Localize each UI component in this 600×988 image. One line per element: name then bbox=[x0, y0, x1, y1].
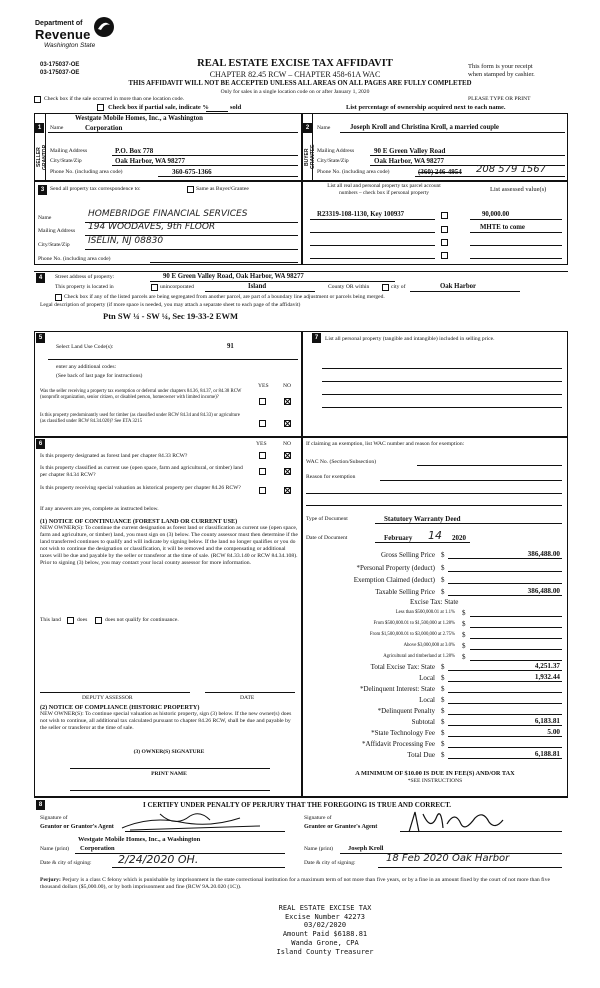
exemption-label: If claiming an exemption, list WAC number and reason for exemption: bbox=[306, 441, 465, 447]
grantee-date-label: Date & city of signing: bbox=[304, 860, 356, 866]
buyer-city[interactable]: Oak Harbor, WA 98277 bbox=[374, 157, 445, 165]
form-note: Only for sales in a single location code on or after January 1, 2020 bbox=[220, 89, 370, 95]
parcel-2-personal-checkbox[interactable] bbox=[441, 226, 448, 233]
historic-yes[interactable] bbox=[259, 487, 266, 494]
personal-property-number: 7 bbox=[312, 333, 321, 343]
parcel-3-personal-checkbox[interactable] bbox=[441, 239, 448, 246]
partial-sale-suffix: sold bbox=[230, 104, 242, 111]
seller-name-line2[interactable]: Corporation bbox=[85, 124, 123, 132]
stamp-line2: Excise Number 42273 bbox=[284, 912, 366, 921]
tier-2: From $500,000.01 to $1,500,000 at 1.28% bbox=[373, 621, 455, 626]
county-name[interactable]: Island bbox=[248, 283, 267, 290]
grantee-name[interactable]: Joseph Kroll bbox=[348, 845, 384, 852]
doc-date-month[interactable]: February bbox=[384, 534, 413, 542]
logo-swirl-icon bbox=[93, 16, 115, 38]
form-code-2: 03-175037-OE bbox=[40, 70, 80, 76]
personal-deduct-label: *Personal Property (deduct) bbox=[356, 564, 435, 572]
seller-phone[interactable]: 360-675-1366 bbox=[172, 168, 212, 176]
city-of-label: city of bbox=[391, 284, 406, 290]
land-use-q1: Was the seller receiving a property tax exemption or deferral under chapters 84.36, 84.37, or 84.38 RCW (nonprofit organization, senior citizen, or disabled person, homeowner with limited income)? bbox=[40, 389, 242, 400]
exemption-dollar: $ bbox=[441, 576, 445, 584]
tax-city-label: City/State/Zip bbox=[38, 242, 70, 248]
same-as-buyer-label: Same as Buyer/Grantee bbox=[196, 186, 249, 192]
grantor-date[interactable]: 2/24/2020 OH. bbox=[118, 853, 199, 866]
city-name[interactable]: Oak Harbor bbox=[440, 283, 477, 290]
tier-3-dollar: $ bbox=[462, 631, 466, 639]
tax-mailing[interactable]: 194 WOODAVES, 9th FLOOR bbox=[88, 222, 216, 232]
wac-label: WAC No. (Section/Subsection) bbox=[306, 459, 377, 465]
grantee-sig-label-2: Grantee or Grantee's Agent bbox=[304, 823, 378, 830]
seller-mailing-label: Mailing Address bbox=[50, 148, 88, 154]
section-six-no-label: NO bbox=[283, 441, 292, 447]
section-six-q2: Is this property classified as current use (open space, farm and agricultural, or timber) land per chapter 84.34 RCW? bbox=[40, 465, 243, 478]
subtotal-value[interactable]: 6,183.81 bbox=[534, 717, 560, 725]
street-label: Street address of property: bbox=[55, 274, 115, 280]
notice2-body: NEW OWNER(S): To continue special valuation as historic property, sign (3) below. If the new owner(s) does not wish to continue, all additional tax calculated pursuant to chapter 84.26 RCW, shall be due and payable by the seller or transferor at the time of sale. bbox=[40, 711, 292, 731]
perjury-note bbox=[40, 877, 562, 891]
land-does-label: does bbox=[77, 617, 88, 623]
delinq-penalty-label: *Delinquent Penalty bbox=[377, 707, 435, 715]
tech-fee-label: *State Technology Fee bbox=[371, 729, 435, 737]
personal-dollar: $ bbox=[441, 564, 445, 572]
total-state-label: Total Excise Tax: State bbox=[370, 663, 435, 671]
stamp-line5: Wanda Grone, CPA bbox=[291, 938, 359, 947]
seller-name-label: Name bbox=[50, 125, 64, 131]
tax-phone-label: Phone No. (including area code) bbox=[38, 256, 111, 262]
land-use-yes-label: YES bbox=[258, 383, 269, 389]
located-in-label: This property is located in bbox=[55, 284, 114, 290]
personal-property-label: List all personal property (tangible and intangible) included in selling price. bbox=[325, 336, 495, 342]
tier-1: Less than $500,000.01 at 1.1% bbox=[395, 610, 455, 615]
grantee-name-label: Name (print) bbox=[304, 846, 334, 852]
seller-city[interactable]: Oak Harbor, WA 98277 bbox=[115, 157, 186, 165]
land-use-label: Select Land Use Code(s): bbox=[56, 344, 114, 350]
land-does-not-label: does not qualify for continuance. bbox=[105, 617, 179, 623]
parcel-1[interactable]: R23319-108-1130, Key 100937 bbox=[317, 211, 405, 218]
perjury-text: Perjury is a class C felony which is punishable by imprisonment in the state correctional institution for a maximum term of not more than five years, or by a fine in an amount fixed by the court of not more than five thousand dollars ($5,000.00), or by both imprisonment and fine (RCW 9A.20.020 (1C)). bbox=[40, 877, 551, 890]
total-due-dollar: $ bbox=[441, 751, 445, 759]
unincorporated-label: unincorporated bbox=[160, 284, 194, 290]
assessed-header: List assessed value(s) bbox=[490, 186, 547, 193]
forest-land-yes[interactable] bbox=[259, 452, 266, 459]
tier-4: Above $3,000,000 at 3.0% bbox=[403, 643, 455, 648]
tax-city[interactable]: ISELIN, NJ 08830 bbox=[88, 236, 164, 246]
seller-section-number: 1 bbox=[35, 123, 44, 133]
subtotal-label: Subtotal bbox=[411, 718, 435, 726]
owner-signature-label: (3) OWNER(S) SIGNATURE bbox=[133, 749, 205, 755]
section-six-number: 6 bbox=[36, 439, 45, 449]
tax-correspondence-label: Send all property tax correspondence to: bbox=[50, 186, 141, 192]
buyer-mailing[interactable]: 90 E Green Valley Road bbox=[374, 147, 446, 155]
form-subtitle: CHAPTER 82.45 RCW – CHAPTER 458-61A WAC bbox=[209, 70, 381, 79]
land-use-number: 5 bbox=[36, 333, 45, 343]
taxable-dollar: $ bbox=[441, 588, 445, 596]
delinq-interest-label: *Delinquent Interest: State bbox=[359, 685, 435, 693]
tier-5-dollar: $ bbox=[462, 653, 466, 661]
seller-side-label: SELLER GRANTOR bbox=[36, 144, 48, 170]
deputy-assessor-label: DEPUTY ASSESSOR bbox=[82, 695, 133, 701]
segregated-checkbox[interactable] bbox=[55, 294, 62, 301]
receipt-note-2: when stamped by cashier. bbox=[468, 71, 535, 78]
print-name-label: PRINT NAME bbox=[151, 771, 187, 777]
deputy-date-label: DATE bbox=[240, 695, 255, 701]
current-use-no[interactable] bbox=[284, 468, 291, 475]
stamp-line3: 03/02/2020 bbox=[303, 921, 347, 930]
assessed-2[interactable]: MHTE to come bbox=[480, 224, 525, 231]
form-warning: THIS AFFIDAVIT WILL NOT BE ACCEPTED UNLESS ALL AREAS ON ALL PAGES ARE FULLY COMPLETED bbox=[128, 80, 472, 87]
tax-mailing-label: Mailing Address bbox=[38, 228, 76, 234]
section-six-yes-label: YES bbox=[256, 441, 267, 447]
county-or-label: County OR within bbox=[328, 284, 370, 290]
buyer-mailing-label: Mailing Address bbox=[317, 148, 355, 154]
tier-4-dollar: $ bbox=[462, 642, 466, 650]
delinq-penalty-dollar: $ bbox=[441, 707, 445, 715]
land-use-q2: Is this property predominantly used for timber (as classified under RCW 84.34 and 84.33) or agriculture (as classified under RCW 84.34.020)? See ETA 3215 bbox=[40, 413, 240, 424]
notice1-title: (1) NOTICE OF CONTINUANCE (FOREST LAND OR CURRENT USE) bbox=[40, 518, 238, 525]
logo-line2: Revenue bbox=[35, 27, 91, 42]
form-code-1: 03-175037-OE bbox=[40, 62, 80, 68]
tech-fee-dollar: $ bbox=[441, 729, 445, 737]
buyer-phone-struck: (360) 246-4954 bbox=[418, 168, 462, 176]
additional-codes-label: enter any additional codes: bbox=[56, 364, 117, 370]
stamp-line4: Amount Paid $6188.81 bbox=[282, 930, 368, 939]
land-use-q1-yes[interactable] bbox=[259, 398, 266, 405]
subtotal-dollar: $ bbox=[441, 718, 445, 726]
local2-dollar: $ bbox=[441, 696, 445, 704]
doc-type-label: Type of Document bbox=[306, 516, 348, 522]
seller-name-line1[interactable]: Westgate Mobile Homes, Inc., a Washington bbox=[75, 115, 203, 122]
local2-label: Local bbox=[419, 696, 435, 704]
buyer-section-number: 2 bbox=[303, 123, 312, 133]
segregated-label: Check box if any of the listed parcels are being segregated from another parcel, are part of a boundary line adjustment or parcels being merged. bbox=[64, 294, 385, 300]
stamp-line1: REAL ESTATE EXCISE TAX bbox=[278, 904, 372, 912]
grantor-name-line2[interactable]: Corporation bbox=[80, 845, 115, 852]
doc-type[interactable]: Statutory Warranty Deed bbox=[384, 515, 461, 523]
grantor-name-line1[interactable]: Westgate Mobile Homes, Inc., a Washington bbox=[78, 836, 201, 843]
tax-name-label: Name bbox=[38, 215, 52, 221]
local-label: Local bbox=[419, 674, 435, 682]
tech-fee-value[interactable]: 5.00 bbox=[547, 728, 560, 736]
assessed-1[interactable]: 90,000.00 bbox=[482, 211, 510, 218]
buyer-name-label: Name bbox=[317, 125, 331, 131]
legal-description-label: Legal description of property (if more space is needed, you may attach a separate sheet to each page of the affidavit) bbox=[40, 302, 301, 308]
revenue-logo bbox=[35, 20, 130, 56]
minimum-fee-note: A MINIMUM OF $10.00 IS DUE IN FEE(S) AND/OR TAX bbox=[355, 770, 515, 777]
historic-no[interactable] bbox=[284, 487, 291, 494]
taxable-label: Taxable Selling Price bbox=[375, 588, 435, 596]
tier-2-dollar: $ bbox=[462, 620, 466, 628]
receipt-note-1: This form is your receipt bbox=[468, 63, 533, 70]
see-instructions-note: *SEE INSTRUCTIONS bbox=[407, 778, 463, 784]
ownership-note: List percentage of ownership acquired next to each name. bbox=[346, 104, 506, 111]
type-or-print: PLEASE TYPE OR PRINT bbox=[468, 96, 531, 102]
treasurer-stamp bbox=[250, 904, 400, 956]
land-use-no-label: NO bbox=[283, 383, 292, 389]
total-state-dollar: $ bbox=[441, 663, 445, 671]
excise-state-label: Excise Tax: State bbox=[410, 598, 459, 606]
partial-sale-checkbox[interactable] bbox=[97, 104, 104, 111]
taxable-value[interactable]: 386,488.00 bbox=[527, 587, 560, 595]
tier-1-dollar: $ bbox=[462, 609, 466, 617]
this-land-label: This land bbox=[40, 617, 61, 623]
current-use-yes[interactable] bbox=[259, 468, 266, 475]
land-use-code[interactable]: 91 bbox=[227, 343, 234, 350]
section-six-q1: Is this property designated as forest land per chapter 84.33 RCW? bbox=[40, 453, 188, 459]
tier-3: From $1,500,000.01 to $3,000,000 at 2.75% bbox=[369, 632, 455, 637]
affidavit-fee-dollar: $ bbox=[441, 740, 445, 748]
logo-line3: Washington State bbox=[44, 42, 96, 49]
forest-land-no[interactable] bbox=[284, 452, 291, 459]
local-dollar: $ bbox=[441, 674, 445, 682]
buyer-name[interactable]: Joseph Kroll and Christina Kroll, a married couple bbox=[350, 124, 499, 131]
affidavit-fee-label: *Affidavit Processing Fee bbox=[362, 740, 435, 748]
partial-sale-label: Check box if partial sale, indicate % bbox=[108, 104, 209, 111]
parcels-header-1: List all real and personal property tax parcel account bbox=[327, 183, 441, 189]
land-use-q2-yes[interactable] bbox=[259, 420, 266, 427]
grantee-sig-label-1: Signature of bbox=[304, 815, 332, 821]
logo-line1: Department of bbox=[35, 20, 83, 27]
section-personal-property bbox=[302, 331, 568, 437]
doc-date-year[interactable]: 2020 bbox=[452, 534, 466, 542]
multi-location-label: Check box if the sale occurred in more than one location code. bbox=[44, 96, 185, 102]
parcel-1-personal-checkbox[interactable] bbox=[441, 212, 448, 219]
certify-statement: I CERTIFY UNDER PENALTY OF PERJURY THAT THE FOREGOING IS TRUE AND CORRECT. bbox=[143, 801, 452, 809]
gross-value[interactable]: 386,488.00 bbox=[527, 550, 560, 558]
total-due-value[interactable]: 6,188.81 bbox=[534, 750, 560, 758]
total-state-value[interactable]: 4,251.37 bbox=[534, 662, 560, 670]
notice2-title: (2) NOTICE OF COMPLIANCE (HISTORIC PROPERTY) bbox=[40, 704, 200, 711]
tax-correspondence-number: 3 bbox=[38, 185, 47, 195]
gross-dollar: $ bbox=[441, 551, 445, 559]
land-does-not-checkbox[interactable] bbox=[95, 617, 102, 624]
multi-location-checkbox[interactable] bbox=[34, 96, 41, 103]
total-due-label: Total Due bbox=[407, 751, 435, 759]
grantor-date-label: Date & city of signing: bbox=[40, 860, 92, 866]
street-address[interactable]: 90 E Green Valley Road, Oak Harbor, WA 98277 bbox=[163, 273, 304, 280]
doc-date-label: Date of Document bbox=[306, 535, 348, 541]
tax-name[interactable]: HOMEBRIDGE FINANCIAL SERVICES bbox=[88, 209, 248, 219]
buyer-city-label: City/State/Zip bbox=[317, 158, 349, 164]
land-use-q1-no[interactable] bbox=[284, 398, 291, 405]
exemption-reason-label: Reason for exemption bbox=[306, 474, 356, 480]
seller-city-label: City/State/Zip bbox=[50, 158, 82, 164]
grantor-sig-label-2: Grantor or Grantor's Agent bbox=[40, 823, 114, 830]
city-within-checkbox[interactable] bbox=[382, 284, 389, 291]
seller-phone-label: Phone No. (including area code) bbox=[50, 169, 123, 175]
section-six-q3: Is this property receiving special valuation as historical property per chapter 84.26 RCW? bbox=[40, 485, 241, 491]
legal-description[interactable]: Ptn SW ¼ - SW ¼, Sec 19-33-2 EWM bbox=[103, 311, 238, 321]
buyer-phone-handwritten[interactable]: 208 579 1567 bbox=[476, 164, 546, 175]
unincorporated-checkbox[interactable] bbox=[151, 284, 158, 291]
parcels-header-2: numbers – check box if personal property bbox=[339, 190, 429, 196]
gross-label: Gross Selling Price bbox=[380, 551, 435, 559]
delinq-interest-dollar: $ bbox=[441, 685, 445, 693]
tier-5: Agricultural and timberland at 1.28% bbox=[383, 654, 455, 659]
doc-date-day[interactable]: 14 bbox=[428, 529, 442, 542]
grantee-date[interactable]: 18 Feb 2020 Oak Harbor bbox=[386, 853, 510, 864]
certify-number: 8 bbox=[36, 800, 45, 810]
same-as-buyer-checkbox[interactable] bbox=[187, 186, 194, 193]
see-back-label: (See back of last page for instructions) bbox=[56, 373, 143, 379]
buyer-side-label: BUYER GRANTEE bbox=[304, 144, 316, 170]
land-use-q2-no[interactable] bbox=[284, 420, 291, 427]
land-does-checkbox[interactable] bbox=[67, 617, 74, 624]
form-title: REAL ESTATE EXCISE TAX AFFIDAVIT bbox=[197, 58, 393, 69]
property-section-number: 4 bbox=[36, 273, 45, 283]
notice1-body: NEW OWNER(S): To continue the current designation as forest land or classification as current use (open space, farm and agriculture, or timber) land, you must sign on (3) below. The county assessor must then determine if the land transferred continues to qualify and will indicate by signing below. If the land no longer qualifies or you do not wish to continue the designation or classification, it will be removed and the compensating or additional taxes will be due and payable by the seller or transferor at the time of sale. (RCW 84.33.140 or RCW 84.34.108). Prior to signing (3) below, you may contact your local county assessor for more information. bbox=[40, 525, 298, 566]
seller-mailing[interactable]: P.O. Box 778 bbox=[115, 147, 154, 155]
stamp-line6: Island County Treasurer bbox=[276, 947, 374, 956]
buyer-phone-label: Phone No. (including area code) bbox=[317, 169, 390, 175]
perjury-label: Perjury: bbox=[40, 877, 61, 883]
if-yes-note: If any answers are yes, complete as instructed below. bbox=[40, 506, 159, 512]
grantor-sig-label-1: Signature of bbox=[40, 815, 68, 821]
grantor-name-label: Name (print) bbox=[40, 846, 70, 852]
exemption-deduct-label: Exemption Claimed (deduct) bbox=[353, 576, 435, 584]
parcel-4-personal-checkbox[interactable] bbox=[441, 252, 448, 259]
local-value[interactable]: 1,932.44 bbox=[534, 673, 560, 681]
